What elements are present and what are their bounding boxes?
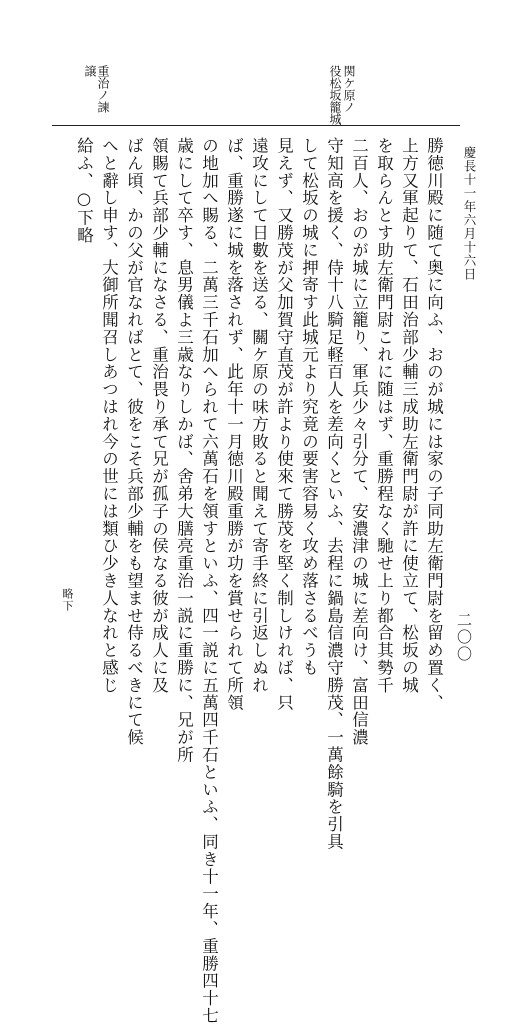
text-column-5: 守知高を援く、侍十八騎足軽百人を差向くといふ、去程に鍋島信濃守勝茂、一萬餘騎を引具: [324, 137, 344, 851]
text-column-2: 上方又軍起りて、石田治部少輔三成助左衛門尉が許に使立て、松坂の城: [399, 137, 419, 694]
text-column-4: 二百人、おのが城に立籠り、軍兵少々引分て、安濃津の城に差向け、富田信濃: [349, 137, 369, 746]
text-column-13: ばん頃、かの父が官なればとて、彼をこそ兵部少輔をも望ませ侍るべきにて候: [124, 137, 144, 746]
text-column-15: 給ふ、○下略: [74, 137, 94, 244]
text-column-14: へと辭し申す、大御所聞召しあつはれ今の世には類ひ少き人なれと感じ: [99, 137, 119, 694]
text-column-10: の地加へ賜る、二萬三千石加へられて六萬石を領すといふ、四一説に五萬四千石といふ、同き十一年、重勝四十七: [199, 137, 219, 1024]
text-column-3: を取らんとす助左衛門尉これに随はず、重勝程なく馳せ上り都合其勢千: [374, 137, 394, 694]
text-column-1: 勝徳川殿に随て奥に向ふ、おのが城には家の子同助左衛門尉を留め置く、: [424, 137, 444, 712]
text-column-9: ば、重勝遂に城を落されず、此年十一月徳川殿重勝が功を賞せられて所領: [224, 137, 244, 712]
header-rule: [52, 125, 460, 126]
dateline: 慶長十一年六月十六日: [462, 146, 477, 281]
text-column-11: 歳にして卒す、息男儀よ三歳なりしかば、舍弟大膳亮重治一説に重勝に、兄が所: [174, 137, 194, 764]
text-column-8: 遠攻にして日數を送る、關ケ原の味方敗ると聞えて寄手終に引返しぬれ: [249, 137, 269, 694]
running-subtitle-line1: 重治ノ諫: [96, 65, 110, 113]
page-number: 二〇〇: [455, 612, 473, 663]
running-subtitle-line2: 譲: [83, 65, 97, 77]
running-title-line1: 関ケ原ノ: [342, 65, 356, 113]
running-title-line2: 役松坂籠城: [328, 65, 342, 125]
text-column-7: 見えず、又勝茂が父加賀守直茂が許より使來て勝茂を堅く制しければ、只: [274, 137, 294, 712]
end-mark: 略下: [61, 588, 74, 612]
text-column-6: して松坂の城に押寄す此城元より究竟の要害容易く攻め落さるべうも: [299, 137, 319, 677]
text-column-12: 領賜て兵部少輔になさる、重治畏り承て兄が孤子の侯なる彼が成人に及: [149, 137, 169, 694]
